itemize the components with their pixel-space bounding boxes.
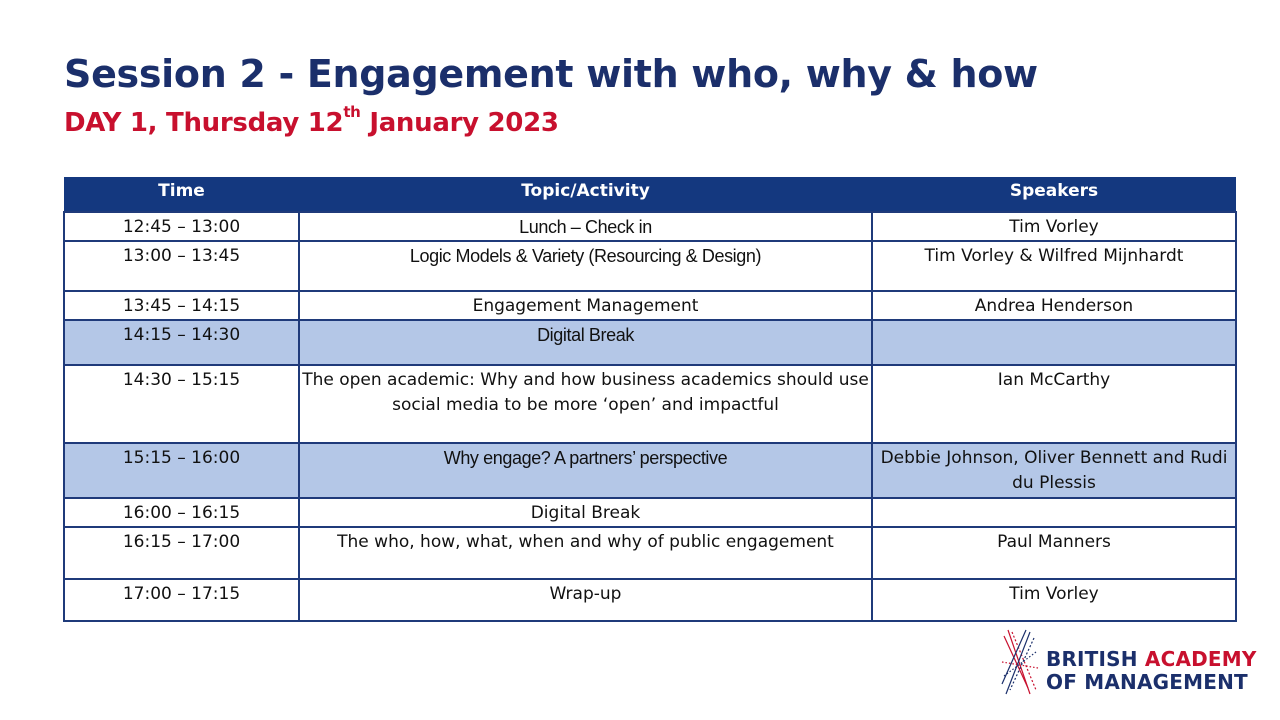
row-topic: Digital Break — [299, 498, 872, 527]
agenda-row — [64, 443, 1236, 498]
row-topic: Wrap-up — [299, 579, 872, 621]
agenda-row — [64, 365, 1236, 443]
row-time: 14:15 – 14:30 — [64, 320, 299, 365]
agenda-row — [64, 212, 1236, 241]
row-time: 14:30 – 15:15 — [64, 365, 299, 443]
row-speakers: Tim Vorley — [872, 579, 1236, 621]
bam-wordmark-academy: ACADEMY — [1144, 647, 1257, 671]
agenda-row — [64, 320, 1236, 365]
row-topic: Digital Break — [299, 320, 872, 365]
row-speakers: Tim Vorley & Wilfred Mijnhardt — [872, 241, 1236, 291]
header-topic: Topic/Activity — [299, 177, 872, 212]
row-speakers: Tim Vorley — [872, 212, 1236, 241]
agenda-row — [64, 579, 1236, 621]
row-time: 13:45 – 14:15 — [64, 291, 299, 320]
bam-wordmark-line2: OF MANAGEMENT — [1046, 670, 1248, 694]
subtitle-ordinal-suffix: th — [343, 103, 361, 121]
row-time: 15:15 – 16:00 — [64, 443, 299, 498]
bam-wordmark-line1 — [1046, 648, 1257, 671]
agenda-row — [64, 527, 1236, 579]
slide-title: Session 2 - Engagement with who, why & how — [64, 52, 1038, 96]
agenda-header-row — [64, 177, 1236, 212]
agenda-row — [64, 241, 1236, 291]
row-topic: Why engage? A partners’ perspective — [299, 443, 872, 498]
subtitle-date-prefix: DAY 1, Thursday 12 — [64, 108, 344, 138]
row-topic: The who, how, what, when and why of public engagement — [299, 527, 872, 579]
bam-wordmark-british: BRITISH — [1046, 647, 1145, 671]
header-time: Time — [64, 177, 299, 212]
row-speakers: Debbie Johnson, Oliver Bennett and Rudi du Plessis — [872, 443, 1236, 498]
row-speakers: Ian McCarthy — [872, 365, 1236, 443]
row-time: 17:00 – 17:15 — [64, 579, 299, 621]
row-topic: Engagement Management — [299, 291, 872, 320]
row-time: 16:15 – 17:00 — [64, 527, 299, 579]
subtitle-date-suffix: January 2023 — [360, 108, 559, 138]
row-time: 12:45 – 13:00 — [64, 212, 299, 241]
agenda-row — [64, 291, 1236, 320]
agenda-table — [63, 177, 1237, 622]
row-topic: The open academic: Why and how business academics should use social media to be more ‘open’ and impactful — [299, 365, 872, 443]
agenda-row — [64, 498, 1236, 527]
slide-subtitle — [64, 103, 559, 138]
bam-logo — [1000, 628, 1260, 698]
row-speakers: Andrea Henderson — [872, 291, 1236, 320]
row-speakers: Paul Manners — [872, 527, 1236, 579]
row-speakers — [872, 498, 1236, 527]
bam-crossed-lines-icon — [1000, 628, 1040, 698]
bam-wordmark — [1046, 648, 1257, 694]
row-topic: Lunch – Check in — [299, 212, 872, 241]
row-speakers — [872, 320, 1236, 365]
row-time: 13:00 – 13:45 — [64, 241, 299, 291]
row-time: 16:00 – 16:15 — [64, 498, 299, 527]
row-topic: Logic Models & Variety (Resourcing & Design) — [299, 241, 872, 291]
header-speakers: Speakers — [872, 177, 1236, 212]
